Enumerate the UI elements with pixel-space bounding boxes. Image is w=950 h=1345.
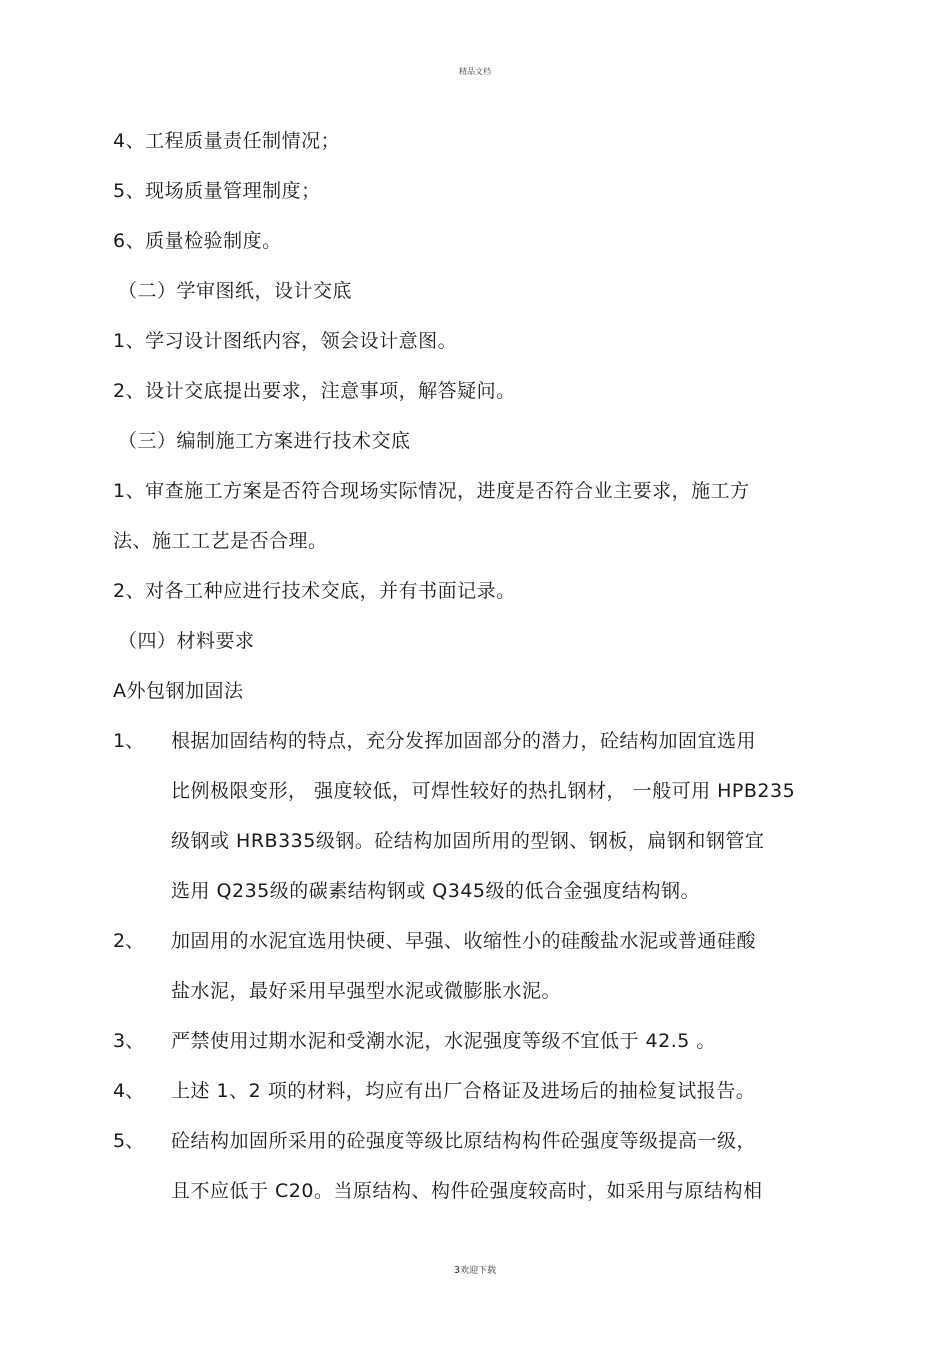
item-number: 2、 <box>113 930 145 952</box>
page-header: 精品文档 <box>459 67 491 76</box>
item-number: 1、 <box>113 730 145 752</box>
text-line: 6、质量检验制度。 <box>113 230 282 252</box>
item-text-line: 盐水泥，最好采用早强型水泥或微膨胀水泥。 <box>171 980 562 1002</box>
item-number: 3、 <box>113 1030 145 1052</box>
section-heading: （二）学审图纸，设计交底 <box>118 280 353 302</box>
item-text-line: 砼结构加固所采用的砼强度等级比原结构构件砼强度等级提高一级， <box>171 1130 757 1152</box>
item-text-line: 加固用的水泥宜选用快硬、早强、收缩性小的硅酸盐水泥或普通硅酸 <box>171 930 757 952</box>
footer-text: 欢迎下载 <box>460 1266 497 1276</box>
item-text-line: 根据加固结构的特点，充分发挥加固部分的潜力，砼结构加固宜选用 <box>171 730 757 752</box>
item-text-line: 严禁使用过期水泥和受潮水泥，水泥强度等级不宜低于 42.5 。 <box>171 1030 716 1052</box>
text-line: 1、学习设计图纸内容，领会设计意图。 <box>113 330 458 352</box>
page-number: 3 <box>453 1265 461 1276</box>
text-line: 4、工程质量责任制情况； <box>113 130 341 152</box>
subsection-heading: A外包钢加固法 <box>113 680 244 702</box>
section-heading: （三）编制施工方案进行技术交底 <box>118 430 411 452</box>
text-line: 法、施工工艺是否合理。 <box>113 530 328 552</box>
text-line: 5、现场质量管理制度； <box>113 180 321 202</box>
item-number: 4、 <box>113 1080 145 1102</box>
text-line: 2、设计交底提出要求，注意事项，解答疑问。 <box>113 380 516 402</box>
item-text-line: 且不应低于 C20。当原结构、构件砼强度较高时，如采用与原结构相 <box>171 1180 763 1202</box>
section-heading: （四）材料要求 <box>118 630 255 652</box>
item-text-line: 选用 Q235级的碳素结构钢或 Q345级的低合金强度结构钢。 <box>171 880 701 902</box>
item-text-line: 上述 1、2 项的材料，均应有出厂合格证及进场后的抽检复试报告。 <box>171 1080 756 1102</box>
item-text-line: 级钢或 HRB335级钢。砼结构加固所用的型钢、钢板，扁钢和钢管宜 <box>171 830 765 852</box>
item-number: 5、 <box>113 1130 145 1152</box>
item-text-line: 比例极限变形， 强度较低，可焊性较好的热扎钢材， 一般可用 HPB235 <box>171 780 796 802</box>
text-line: 2、对各工种应进行技术交底，并有书面记录。 <box>113 580 516 602</box>
text-line: 1、审查施工方案是否符合现场实际情况，进度是否符合业主要求，施工方 <box>113 480 750 502</box>
page-footer <box>0 1263 950 1276</box>
